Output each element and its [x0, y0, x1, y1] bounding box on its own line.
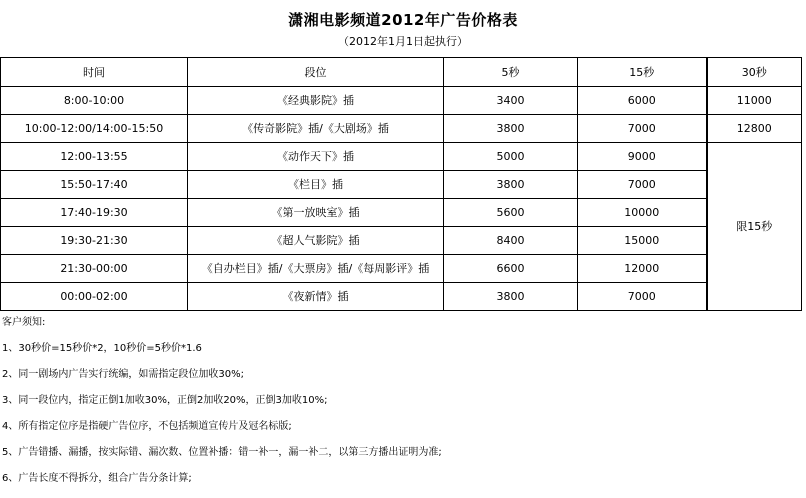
price-5s-cell: 3800: [444, 283, 578, 311]
slot-cell: 《超人气影院》插: [188, 227, 444, 255]
note-item: 4、所有指定位序是指硬广告位序，不包括频道宣传片及冠名标版;: [2, 421, 292, 432]
table-row: [1, 199, 802, 227]
header-time: 时间: [1, 58, 188, 87]
slot-cell: 《夜新情》插: [188, 283, 444, 311]
price-5s-cell: 8400: [444, 227, 578, 255]
time-cell: 19:30-21:30: [1, 227, 188, 255]
header-30s: 30秒: [707, 58, 802, 87]
price-15s-cell: 12000: [578, 255, 707, 283]
time-cell: 10:00-12:00/14:00-15:50: [1, 115, 188, 143]
price-5s-cell: 6600: [444, 255, 578, 283]
header-5s: 5秒: [444, 58, 578, 87]
slot-cell: 《第一放映室》插: [188, 199, 444, 227]
notes-heading: 客户须知:: [2, 317, 46, 328]
slot-cell: 《栏目》插: [188, 171, 444, 199]
price-30s-cell: 11000: [707, 87, 802, 115]
page-title: 潇湘电影频道2012年广告价格表: [288, 11, 518, 29]
slot-cell: 《动作天下》插: [188, 143, 444, 171]
price-5s-cell: 3800: [444, 171, 578, 199]
note-item: 2、同一剧场内广告实行统编，如需指定段位加收30%;: [2, 369, 244, 380]
price-15s-cell: 7000: [578, 283, 707, 311]
table-row: [1, 255, 802, 283]
table-header-row: [1, 58, 802, 87]
price-5s-cell: 3800: [444, 115, 578, 143]
time-cell: 12:00-13:55: [1, 143, 188, 171]
time-cell: 15:50-17:40: [1, 171, 188, 199]
limit-note-cell: 限15秒: [707, 143, 802, 311]
price-15s-cell: 9000: [578, 143, 707, 171]
price-15s-cell: 15000: [578, 227, 707, 255]
table-row: [1, 115, 802, 143]
time-cell: 17:40-19:30: [1, 199, 188, 227]
time-cell: 00:00-02:00: [1, 283, 188, 311]
table-row: [1, 227, 802, 255]
note-item: 1、30秒价=15秒价*2，10秒价=5秒价*1.6: [2, 343, 202, 354]
header-slot: 段位: [188, 58, 444, 87]
price-15s-cell: 6000: [578, 87, 707, 115]
price-5s-cell: 3400: [444, 87, 578, 115]
note-item: 6、广告长度不得拆分，组合广告分条计算;: [2, 473, 192, 484]
price-5s-cell: 5000: [444, 143, 578, 171]
price-15s-cell: 7000: [578, 171, 707, 199]
table-row: [1, 283, 802, 311]
note-item: 5、广告错播、漏播，按实际错、漏次数、位置补播：错一补一，漏一补二，以第三方播出证明为准;: [2, 447, 442, 458]
price-15s-cell: 10000: [578, 199, 707, 227]
header-15s: 15秒: [578, 58, 707, 87]
price-15s-cell: 7000: [578, 115, 707, 143]
slot-cell: 《经典影院》插: [188, 87, 444, 115]
table-row: [1, 87, 802, 115]
slot-cell: 《自办栏目》插/《大票房》插/《每周影评》插: [188, 255, 444, 283]
time-cell: 8:00-10:00: [1, 87, 188, 115]
price-table: [0, 57, 802, 311]
note-item: 3、同一段位内，指定正倒1加收30%，正倒2加收20%，正倒3加收10%;: [2, 395, 328, 406]
page-subtitle: （2012年1月1日起执行）: [338, 35, 468, 48]
price-5s-cell: 5600: [444, 199, 578, 227]
slot-cell: 《传奇影院》插/《大剧场》插: [188, 115, 444, 143]
table-row: [1, 143, 802, 171]
price-30s-cell: 12800: [707, 115, 802, 143]
time-cell: 21:30-00:00: [1, 255, 188, 283]
table-row: [1, 171, 802, 199]
